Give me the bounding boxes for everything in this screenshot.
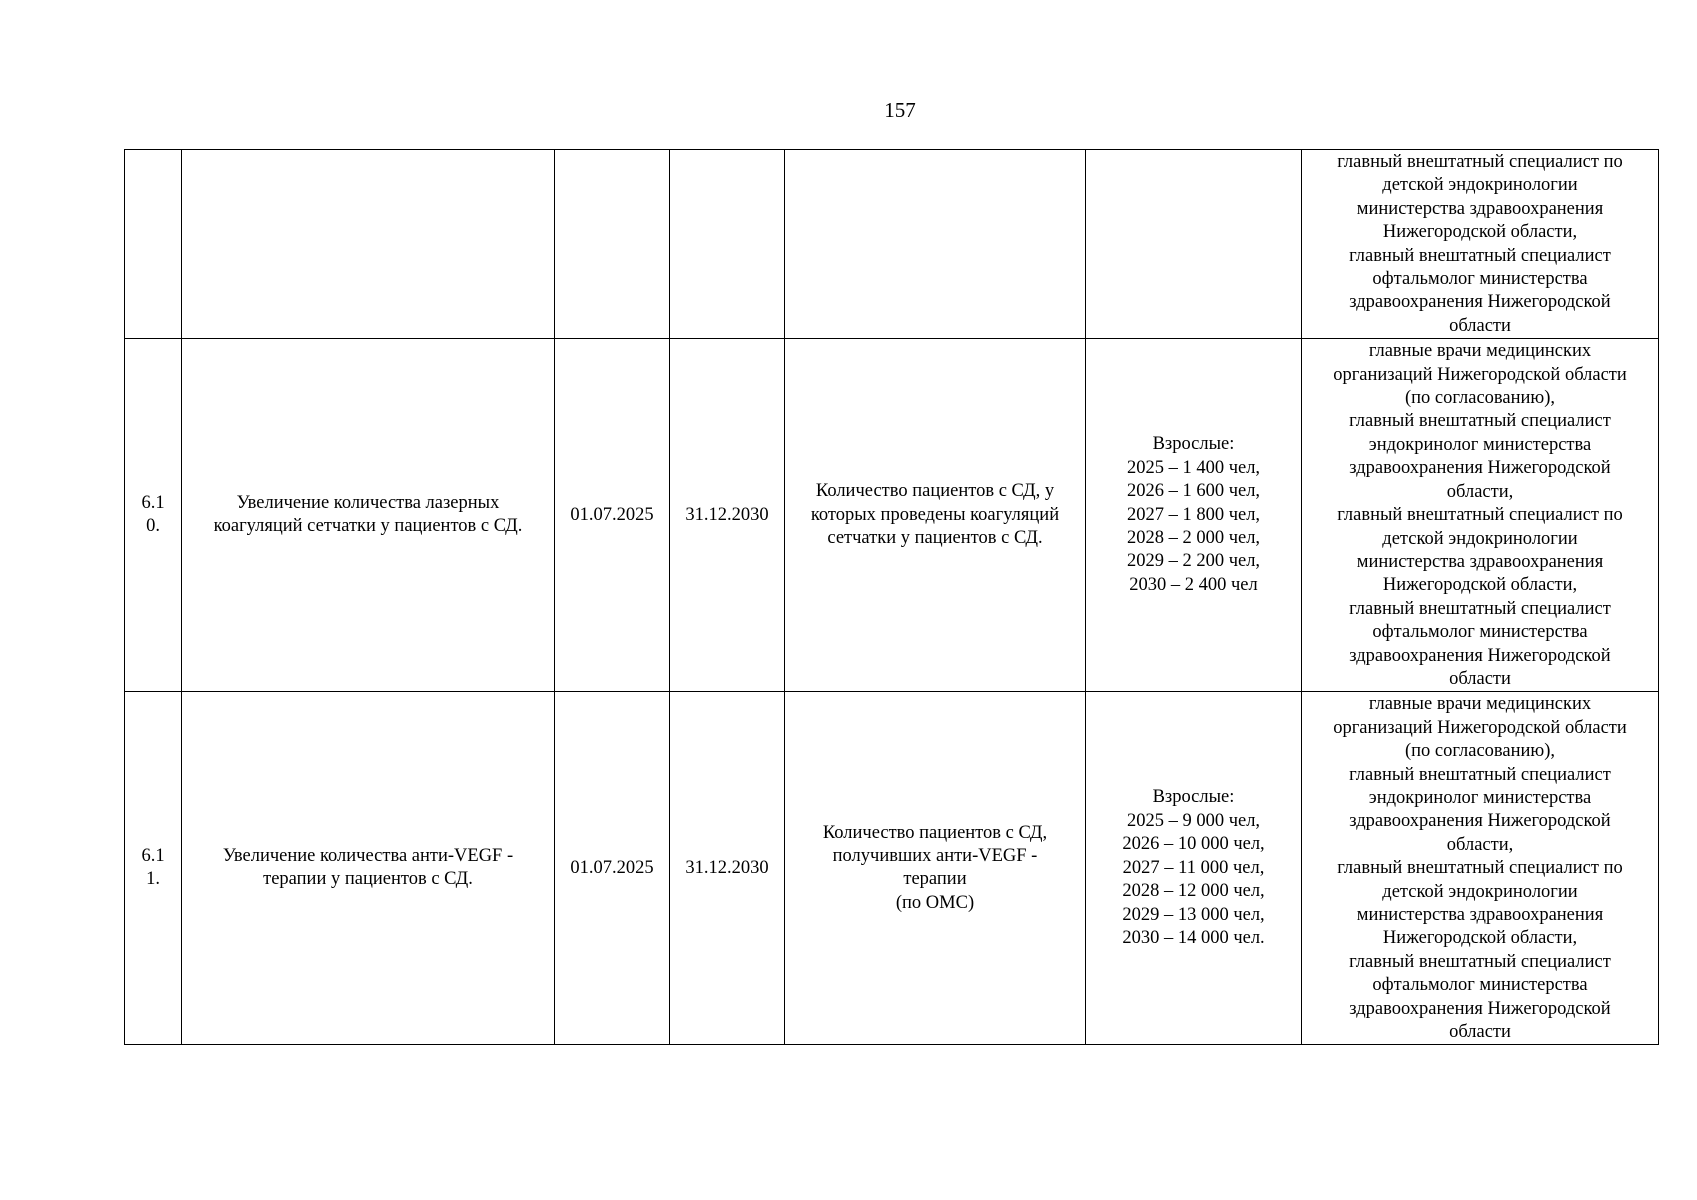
start-date-cell: 01.07.2025 — [555, 339, 670, 692]
start-date-cell — [555, 150, 670, 339]
end-date-cell: 31.12.2030 — [670, 692, 785, 1045]
indicator-cell: Количество пациентов с СД, у которых проведены коагуляций сетчатки у пациентов с СД. — [785, 339, 1086, 692]
start-date-cell: 01.07.2025 — [555, 692, 670, 1045]
activities-table — [124, 149, 1659, 1045]
responsible-cell: главные врачи медицинских организаций Нижегородской области (по согласованию), главный внештатный специалист эндокринолог министерства здравоохранения Нижегородской области, главный внештатный специалист по детской эндокринологии министерства здравоохранения Нижегородской области, главный внештатный специалист офтальмолог министерства здравоохранения Нижегородской области — [1302, 339, 1659, 692]
row-number-cell — [125, 150, 182, 339]
indicator-cell: Количество пациентов с СД, получивших анти-VEGF - терапии (по ОМС) — [785, 692, 1086, 1045]
target-values-cell: Взрослые: 2025 – 1 400 чел, 2026 – 1 600 чел, 2027 – 1 800 чел, 2028 – 2 000 чел, 2029 – 2 200 чел, 2030 – 2 400 чел — [1086, 339, 1302, 692]
activity-cell — [182, 150, 555, 339]
row-number-cell: 6.1 1. — [125, 692, 182, 1045]
activity-cell: Увеличение количества лазерных коагуляций сетчатки у пациентов с СД. — [182, 339, 555, 692]
indicator-cell — [785, 150, 1086, 339]
table-row — [125, 692, 1659, 1045]
target-values-cell: Взрослые: 2025 – 9 000 чел, 2026 – 10 000 чел, 2027 – 11 000 чел, 2028 – 12 000 чел, 2029 – 13 000 чел, 2030 – 14 000 чел. — [1086, 692, 1302, 1045]
responsible-cell: главные врачи медицинских организаций Нижегородской области (по согласованию), главный внештатный специалист эндокринолог министерства здравоохранения Нижегородской области, главный внештатный специалист по детской эндокринологии министерства здравоохранения Нижегородской области, главный внештатный специалист офтальмолог министерства здравоохранения Нижегородской области — [1302, 692, 1659, 1045]
activity-cell: Увеличение количества анти-VEGF - терапии у пациентов с СД. — [182, 692, 555, 1045]
page-number: 157 — [884, 98, 916, 122]
end-date-cell — [670, 150, 785, 339]
row-number-cell: 6.1 0. — [125, 339, 182, 692]
target-values-cell — [1086, 150, 1302, 339]
end-date-cell: 31.12.2030 — [670, 339, 785, 692]
table-row — [125, 339, 1659, 692]
table-row — [125, 150, 1659, 339]
responsible-cell: главный внештатный специалист по детской эндокринологии министерства здравоохранения Нижегородской области, главный внештатный специалист офтальмолог министерства здравоохранения Нижегородской области — [1302, 150, 1659, 339]
